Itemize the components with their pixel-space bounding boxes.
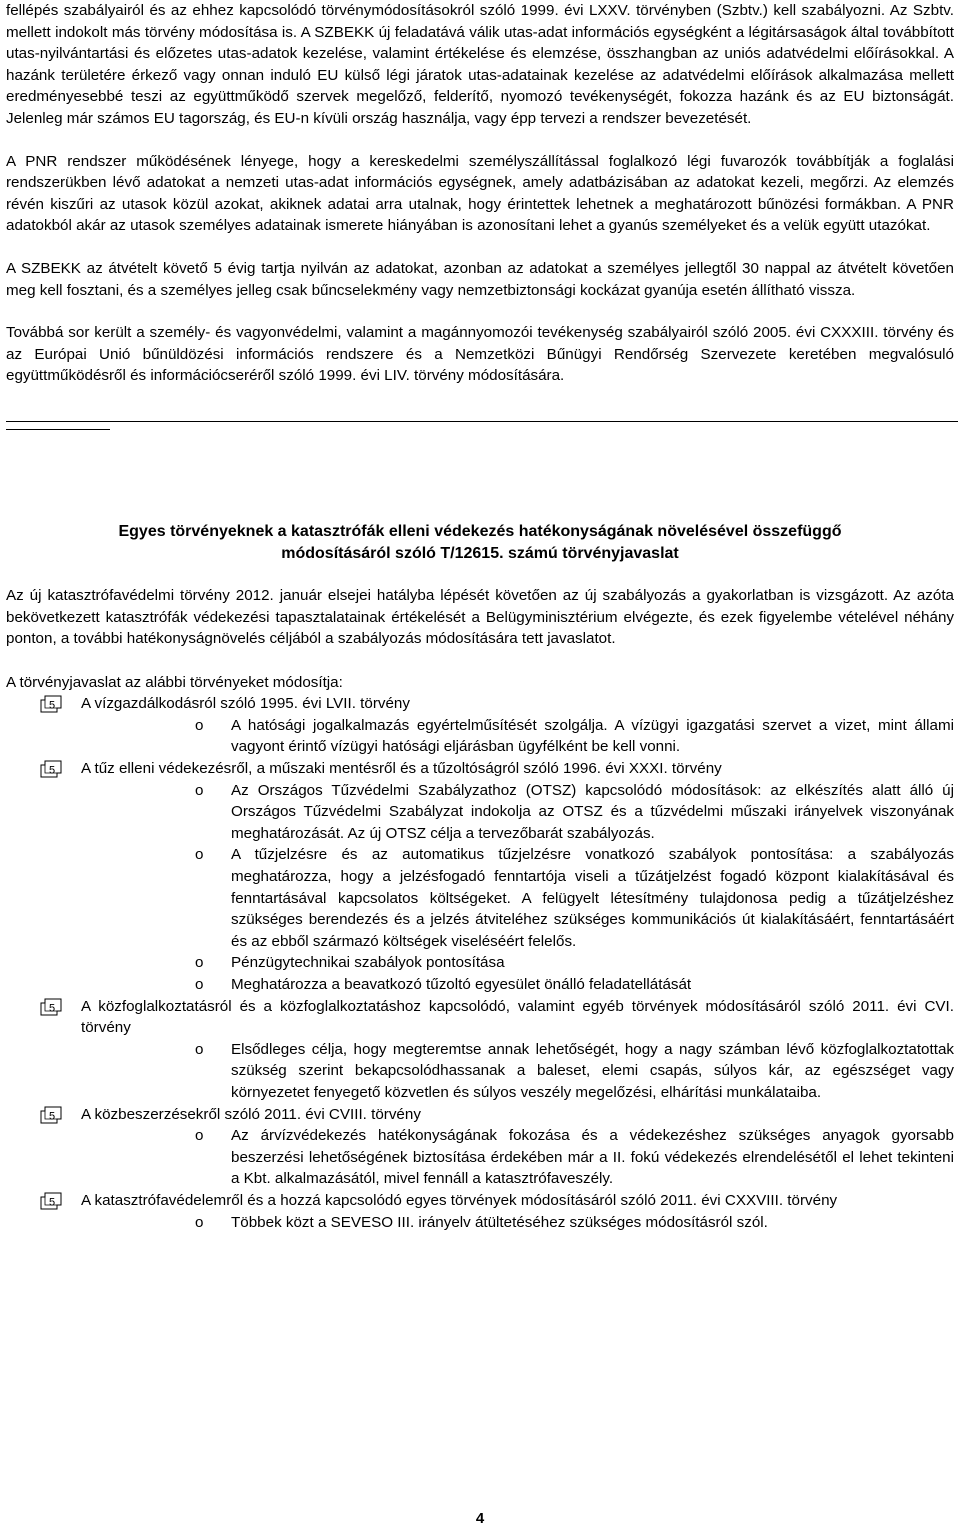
circle-bullet-icon: o xyxy=(195,954,204,972)
separator-line-long xyxy=(6,421,958,422)
circle-bullet-icon: o xyxy=(195,716,204,734)
amendment-detail xyxy=(81,1212,954,1234)
amendment-detail-text: Többek közt a SEVESO III. irányelv átültetéséhez szükséges módosításról szól. xyxy=(231,1213,768,1231)
amendment-detail-text: Az Országos Tűzvédelmi Szabályzathoz (OTSZ) kapcsolódó módosítások: az elkészítés alatt álló új Országos Tűzvédelmi Szabályzat indokolja az OTSZ és a tűzvédelmi műszaki irányelvek viszonyának meghatározását. Az új OTSZ célja a tervezőbarát szabályozás. xyxy=(231,781,954,842)
amended-law-title: A katasztrófavédelemről és a hozzá kapcsolódó egyes törvények módosításáról szóló 2011. évi CXXVIII. törvény xyxy=(81,1191,838,1209)
svg-text:5: 5 xyxy=(49,764,56,777)
amendment-detail xyxy=(81,1039,954,1104)
svg-text:5: 5 xyxy=(49,699,56,712)
amendment-detail xyxy=(81,952,954,974)
amended-law-title: A tűz elleni védekezésről, a műszaki mentésről és a tűzoltóságról szóló 1996. évi XXXI. törvény xyxy=(81,760,722,778)
amended-law-title: A közbeszerzésekről szóló 2011. évi CVIII. törvény xyxy=(81,1105,421,1123)
section-title xyxy=(6,521,954,565)
amendment-details-list xyxy=(81,715,954,758)
amendment-details-list xyxy=(81,1212,954,1234)
separator-line-short xyxy=(6,429,110,430)
amendment-details-list xyxy=(81,780,954,996)
amendment-detail-text: Az árvízvédekezés hatékonyságának fokozása és a védekezéshez szükséges anyagok gyorsabb beszerzési lehetőségének biztosítása érdekében már a II. fokú védekezés elrendelésétől el lehet tekinteni a Kbt. alkalmazásától, mivel fennáll a katasztrófaveszély. xyxy=(231,1127,954,1188)
amendment-detail xyxy=(81,715,954,758)
paragraph-further-amendments: Továbbá sor került a személy- és vagyonvédelmi, valamint a magánnyomozói tevékenység szabályairól szóló 2005. évi CXXXIII. törvény és az Európai Unió bűnüldözési információs rendszere és a Nemzetközi Bűnügyi Rendőrség Szervezete keretében megvalósuló együttműködésről és információcseréről szóló 1999. évi LIV. törvény módosítására. xyxy=(6,324,954,385)
circle-bullet-icon: o xyxy=(195,976,204,993)
separator-short xyxy=(6,429,954,441)
amended-law-item xyxy=(6,1190,954,1233)
paragraph-list-intro: A törvényjavaslat az alábbi törvényeket módosítja: xyxy=(6,673,343,691)
paragraph-pnr-system: A PNR rendszer működésének lényege, hogy a kereskedelmi személyszállítással foglalkozó légi fuvarozók továbbítják a foglalási rendszerükben lévő adatokat a nemzeti utas-adat információs egységnek, amely adatbázisában az adatokat kezeli, megőrzi. Az elemzés révén kiszűri az utasok közül azokat, akiknek adatai arra utalnak, hogy érintettek lehetnek a meghatározott bűnözési formákban. A PNR adatokból akár az utasok személyes adatainak ismerete hiányában is azonosítani lehet a gyanús személyeket és a velük együtt utazókat. xyxy=(6,152,954,235)
paragraph-disaster-law: Az új katasztrófavédelmi törvény 2012. január elsejei hatályba lépését követően az új szabályozás a gyakorlatban is vizsgázott. Az azóta bekövetkezett katasztrófák védekezési tapasztalatainak értékelését a Belügyminisztérium elvégezte, és ezek figyelembe vételével néhány ponton, a további hatékonyságnövelés céljából a szabályozás módosítására tett javaslatot. xyxy=(6,586,954,648)
amendment-detail-text: A tűzjelzésre és az automatikus tűzjelzésre vonatkozó szabályok pontosítása: a szabályozás meghatározza, hogy a jelzésfogadó fenntartója viseli a tűzátjelzést fogadó központ kialakításával és fenntartásával kapcsolatos költségeket. A felügyelt létesítmény tulajdonosa pedig a tűzátjelzéshez szükséges berendezés és a jelzés átviteléhez szükséges kommunikációs út kialakításáért, fenntartásáért és az ebből származó költségek viseléséért felelős. xyxy=(231,846,954,950)
amendment-details-list xyxy=(81,1039,954,1104)
numbered-five-box-icon xyxy=(40,1192,62,1210)
circle-bullet-icon: o xyxy=(195,1213,204,1231)
amended-law-item xyxy=(6,693,954,758)
amendment-detail-text: Meghatározza a beavatkozó tűzoltó egyesület önálló feladatellátását xyxy=(231,976,692,993)
circle-bullet-icon: o xyxy=(195,1040,204,1058)
svg-text:5: 5 xyxy=(49,1110,56,1123)
amendment-detail xyxy=(81,780,954,845)
page-number: 4 xyxy=(475,1510,485,1527)
separator-long xyxy=(6,409,954,429)
amendment-detail xyxy=(81,974,954,996)
amendment-detail-text: Elsődleges célja, hogy megteremtse annak lehetőségét, hogy a nagy számban lévő közfoglalkoztatottak szükség szerint bekapcsolódhassanak a baleset, elemi csapás, súlyos kár, az egészséget vagy környezetet fenyegető közvetlen és súlyos veszély megelőzési, elhárítási munkálataiba. xyxy=(231,1040,954,1101)
amended-law-title: A közfoglalkoztatásról és a közfoglalkoztatáshoz kapcsolódó, valamint egyéb törvények módosításáról szóló 2011. évi CVI. törvény xyxy=(81,997,954,1037)
amendment-detail-text: Pénzügytechnikai szabályok pontosítása xyxy=(231,954,505,972)
paragraph-szbekk-intro: fellépés szabályairól és az ehhez kapcsolódó törvénymódosításokról szóló 1999. évi LXXV. törvényben (Szbtv.) kell szabályozni. Az Szbtv. mellett indokolt más törvény módosítása is. A SZBEKK új feladatává válik utas-adat információs egységként a légitársaságok által továbbított utas-nyilvántartási és előzetes utas-adatok kezelése, valamint értékelése és elemzése, összhangban az uniós adatvédelmi előírásokkal. A hazánk területére érkező vagy onnan induló EU külső légi járatok utas-adatainak kezelése az adatvédelmi előírások alkalmazása mellett eredményesebbé teszi az együttműködő szervek megelőző, felderítő, nyomozó tevékenységét, fokozza hazánk és az EU biztonságát. Jelenleg már számos EU tagország, és EU-n kívüli ország használja, vagy épp tervezi a rendszer bevezetését. xyxy=(6,2,954,127)
numbered-five-box-icon xyxy=(40,760,62,778)
amended-laws-list xyxy=(6,693,954,1233)
amended-law-item xyxy=(6,996,954,1104)
amendment-detail xyxy=(81,844,954,952)
paragraph-data-retention: A SZBEKK az átvételt követő 5 évig tartja nyilván az adatokat, azonban az adatokat a személyes jellegtől 30 nappal az átvételt követően meg kell fosztani, és a személyes jelleg csak bűncselekmény vagy nemzetbiztonsági kockázat gyanúja esetén állítható vissza. xyxy=(6,259,954,299)
amendment-details-list xyxy=(81,1125,954,1190)
amended-law-item xyxy=(6,758,954,996)
circle-bullet-icon: o xyxy=(195,846,204,864)
amendment-detail-text: A hatósági jogalkalmazás egyértelműsítését szolgálja. A vízügyi igazgatási szervet a vizet, mint állami vagyont érintő vízügyi hatósági eljárásban ügyfélként be kell vonni. xyxy=(231,716,954,756)
amendment-detail xyxy=(81,1125,954,1190)
section-title-line-2: módosításáról szóló T/12615. számú törvényjavaslat xyxy=(281,544,679,562)
circle-bullet-icon: o xyxy=(195,781,204,799)
numbered-five-box-icon xyxy=(40,1106,62,1124)
numbered-five-box-icon xyxy=(40,998,62,1016)
amended-law-item xyxy=(6,1104,954,1190)
numbered-five-box-icon xyxy=(40,695,62,713)
svg-text:5: 5 xyxy=(49,1196,56,1209)
amended-law-title: A vízgazdálkodásról szóló 1995. évi LVII. törvény xyxy=(81,695,410,713)
circle-bullet-icon: o xyxy=(195,1127,204,1145)
section-title-line-1: Egyes törvényeknek a katasztrófák elleni védekezés hatékonyságának növelésével összefüggő xyxy=(118,522,842,540)
svg-text:5: 5 xyxy=(49,1002,56,1015)
